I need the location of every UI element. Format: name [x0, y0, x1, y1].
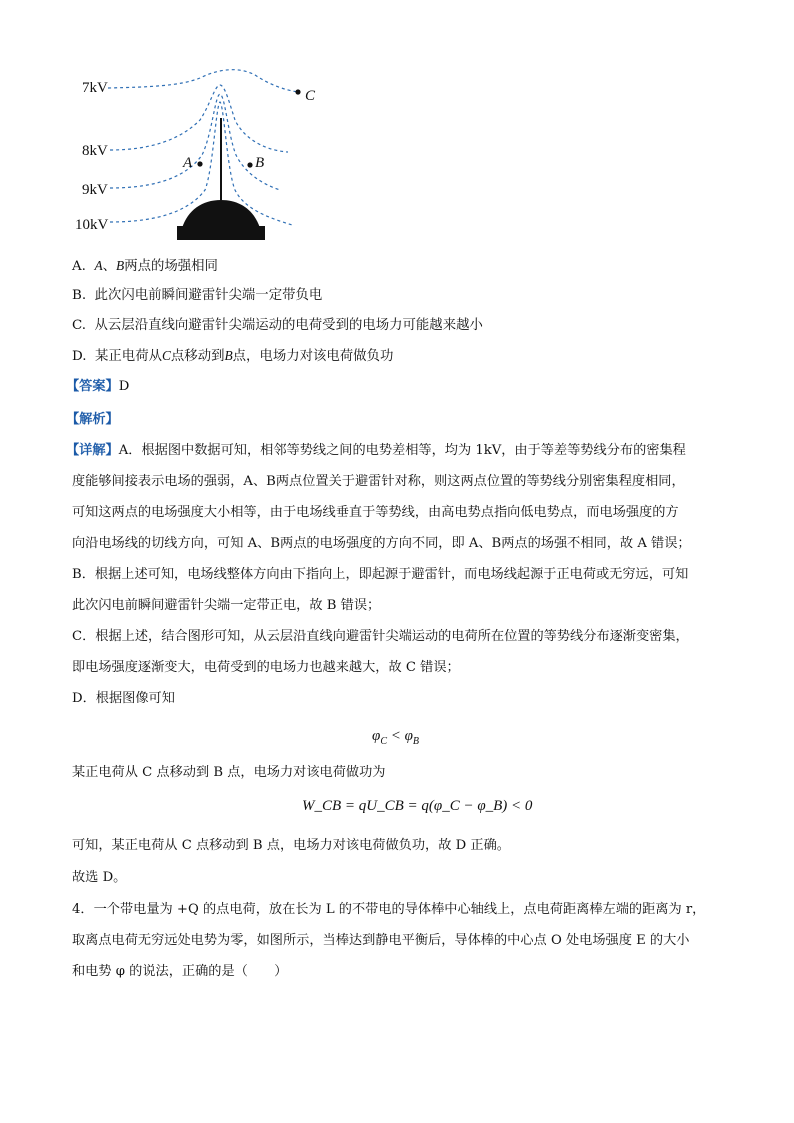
- label-9kv: 9kV: [82, 182, 108, 198]
- answer-value: D: [118, 379, 130, 394]
- label-10kv: 10kV: [75, 217, 109, 233]
- label-8kv: 8kV: [82, 143, 108, 159]
- detail-line-5: B．根据上述可知，电场线整体方向由下指向上，即起源于避雷针，而电场线起源于正电荷或无穷远，可知: [72, 567, 689, 582]
- point-b-dot: [247, 162, 252, 167]
- equation-phi-compare: $\varphi_C < \varphi_B$: [372, 728, 420, 747]
- option-d: D. 某正电荷从C点移动到B点，电场力对该电荷做负功: [72, 348, 394, 364]
- equipotential-8kv: [110, 85, 288, 152]
- after-equation-1: 某正电荷从 C 点移动到 B 点，电场力对该电荷做功为: [72, 765, 386, 780]
- final-answer-line: 故选 D。: [72, 870, 127, 885]
- question4-line-2: 取离点电荷无穷远处电势为零，如图所示，当棒达到静电平衡后，导体棒的中心点 O 处电场强度 E 的大小: [72, 933, 690, 948]
- option-b: B. 此次闪电前瞬间避雷针尖端一定带负电: [72, 288, 323, 303]
- point-c-dot: [295, 89, 300, 94]
- answer-label: 【答案】: [66, 379, 119, 394]
- label-7kv: 7kV: [82, 80, 108, 96]
- detail-line-7: C．根据上述，结合图形可知，从云层沿直线向避雷针尖端运动的电荷所在位置的等势线分布逐渐变密集，: [72, 629, 689, 644]
- detail-line-4: 向沿电场线的切线方向，可知 A、B两点的电场强度的方向不同，即 A、B两点的场强不相同，故 A 错误；: [72, 536, 691, 551]
- equipotential-7kv: [108, 70, 298, 92]
- analysis-label: 【解析】: [66, 412, 119, 427]
- detail-line-8: 即电场强度逐渐变大，电荷受到的电场力也越来越大，故 C 错误；: [72, 660, 460, 675]
- answer-line: [66, 377, 129, 397]
- option-c: C. 从云层沿直线向避雷针尖端运动的电荷受到的电场力可能越来越小: [72, 318, 483, 333]
- building-dome: [182, 200, 260, 228]
- question4-line-1: 4．一个带电量为 +Q 的点电荷，放在长为 L 的不带电的导体棒中心轴线上，点电荷距离棒左端的距离为 r，: [72, 902, 706, 917]
- lightning-rod-figure: [70, 60, 330, 250]
- building-base: [177, 226, 265, 240]
- detail-line-9: D．根据图像可知: [72, 691, 175, 706]
- question4-line-3: 和电势 φ 的说法，正确的是（ ）: [72, 964, 288, 979]
- analysis-line: [66, 410, 119, 430]
- detail-line-3: 可知这两点的电场强度大小相等，由于电场线垂直于等势线，由高电势点指向低电势点，而电场强度的方: [72, 505, 679, 520]
- equation-work: W_CB = qU_CB = q(φ_C − φ_B) < 0: [302, 798, 533, 814]
- label-c: C: [305, 88, 316, 104]
- detail-line-2: 度能够间接表示电场的强弱，A、B两点位置关于避雷针对称，则这两点位置的等势线分别密集程度相同，: [72, 474, 685, 489]
- detail-line-1: 【详解】A．根据图中数据可知，相邻等势线之间的电势差相等，均为 1kV，由于等差等势线分布的密集程: [66, 443, 686, 458]
- label-a: A: [183, 155, 193, 171]
- label-b: B: [255, 155, 265, 171]
- conclusion-line: 可知，某正电荷从 C 点移动到 B 点，电场力对该电荷做负功，故 D 正确。: [72, 838, 510, 853]
- point-a-dot: [197, 161, 202, 166]
- detail-line-6: 此次闪电前瞬间避雷针尖端一定带正电，故 B 错误；: [72, 598, 381, 613]
- option-a: A. A、B两点的场强相同: [72, 258, 218, 274]
